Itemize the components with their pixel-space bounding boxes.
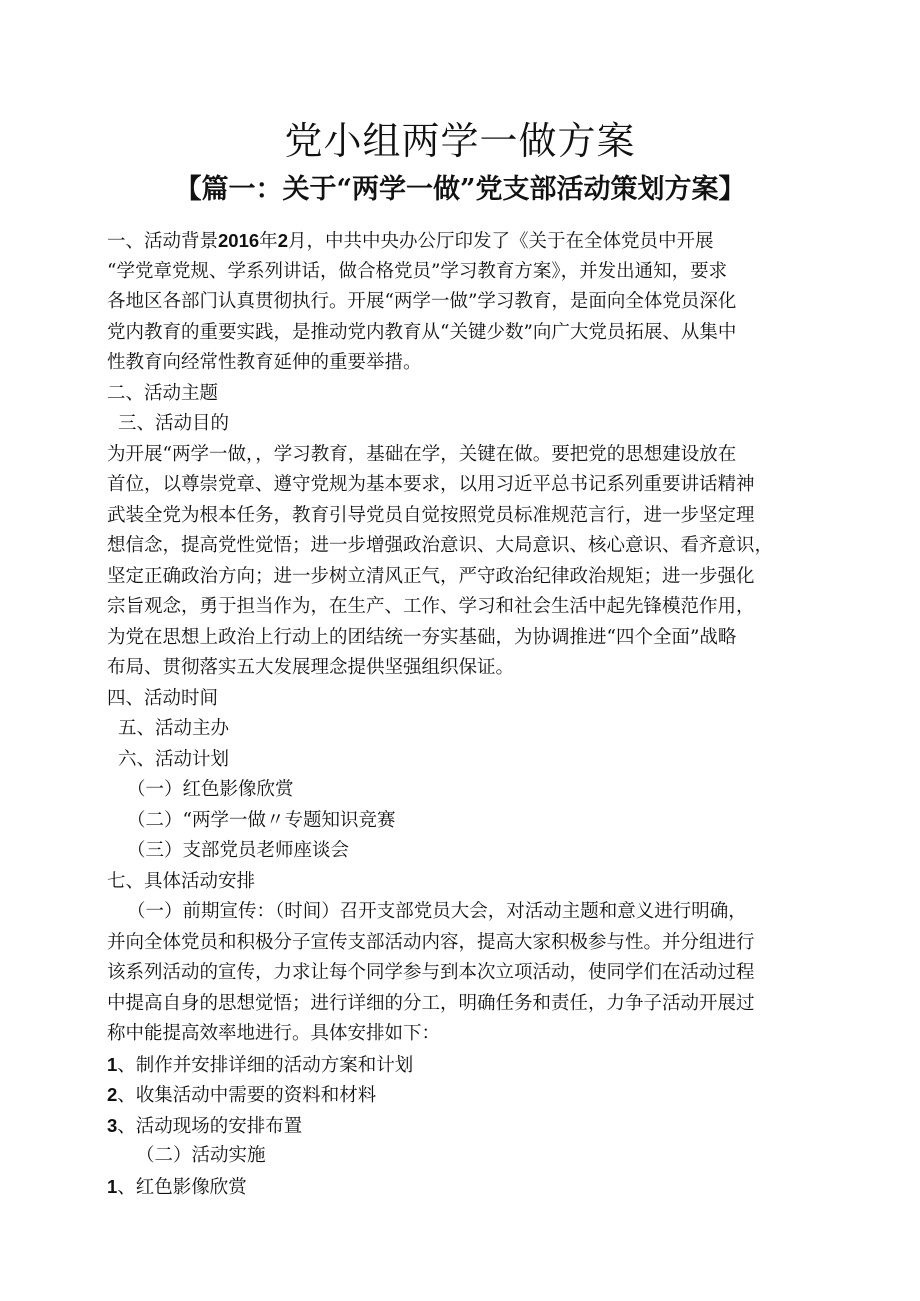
section-heading: （二）活动实施 bbox=[136, 1145, 266, 1166]
paragraph-line: 宗旨观念，勇于担当作为，在生产、工作、学习和社会生活中起先锋模范作用， bbox=[107, 596, 755, 617]
paragraph-line: 布局、贯彻落实五大发展理念提供坚强组织保证。 bbox=[107, 657, 515, 678]
list-item: （三）支部党员老师座谈会 bbox=[127, 840, 350, 861]
paragraph-line: （一）前期宣传：（时间）召开支部党员大会，对活动主题和意义进行明确， bbox=[127, 901, 747, 922]
list-item: （一）红色影像欣赏 bbox=[127, 779, 294, 800]
paragraph-line: 武装全党为根本任务，教育引导党员自觉按照党员标准规范言行，进一步坚定理 bbox=[107, 504, 755, 526]
numbered-item: 3、活动现场的安排布置 bbox=[107, 1114, 303, 1137]
paragraph-line: 一、活动背景2016年2月，中共中央办公厅印发了《关于在全体党员中开展 bbox=[107, 230, 714, 252]
numbered-item: 2、收集活动中需要的资料和材料 bbox=[107, 1084, 377, 1106]
document-body bbox=[107, 226, 827, 1202]
document-title: 党小组两学一做方案 bbox=[284, 119, 636, 163]
section-heading: 五、活动主办 bbox=[118, 718, 230, 739]
list-item: （二）“两学一做〃专题知识竞赛 bbox=[127, 809, 396, 831]
section-heading: 六、活动计划 bbox=[118, 748, 230, 770]
paragraph-line: 党内教育的重要实践，是推动党内教育从“关键少数”向广大党员拓展、从集中 bbox=[107, 321, 737, 343]
section-heading: 二、活动主题 bbox=[107, 382, 219, 404]
section-heading: 三、活动目的 bbox=[118, 413, 230, 434]
numbered-item: 1、红色影像欣赏 bbox=[107, 1175, 247, 1198]
paragraph-line: 坚定正确政治方向；进一步树立清风正气，严守政治纪律政治规矩；进一步强化 bbox=[107, 565, 755, 587]
paragraph-line: “学党章党规、学系列讲话，做合格党员”学习教育方案》，并发出通知，要求 bbox=[107, 260, 728, 282]
paragraph-line: 各地区各部门认真贯彻执行。开展“两学一做”学习教育，是面向全体党员深化 bbox=[107, 291, 737, 312]
paragraph-line: 为开展“两学一做，，学习教育，基础在学，关键在做。要把党的思想建设放在 bbox=[107, 443, 737, 465]
document-subtitle: 【篇一：关于“两学一做”党支部活动策划方案】 bbox=[174, 174, 746, 205]
section-heading: 四、活动时间 bbox=[107, 687, 219, 709]
section-heading: 七、具体活动安排 bbox=[107, 870, 256, 892]
paragraph-line: 中提高自身的思想觉悟；进行详细的分工，明确任务和责任，力争子活动开展过 bbox=[107, 992, 755, 1014]
numbered-item: 1、制作并安排详细的活动方案和计划 bbox=[107, 1053, 414, 1076]
paragraph-line: 性教育向经常性教育延伸的重要举措。 bbox=[107, 352, 422, 373]
paragraph-line: 该系列活动的宣传，力求让每个同学参与到本次立项活动，使同学们在活动过程 bbox=[107, 962, 755, 983]
paragraph-line: 想信念，提高党性觉悟；进一步增强政治意识、大局意识、核心意识、看齐意识， bbox=[107, 535, 774, 556]
paragraph-line: 首位，以尊崇党章、遵守党规为基本要求，以用习近平总书记系列重要讲话精神 bbox=[107, 474, 755, 495]
paragraph-line: 为党在思想上政治上行动上的团结统一夯实基础，为协调推进“四个全面”战略 bbox=[107, 626, 737, 648]
paragraph-line: 称中能提高效率地进行。具体安排如下： bbox=[107, 1023, 441, 1044]
paragraph-line: 并向全体党员和积极分子宣传支部活动内容，提高大家积极参与性。并分组进行 bbox=[107, 931, 755, 953]
